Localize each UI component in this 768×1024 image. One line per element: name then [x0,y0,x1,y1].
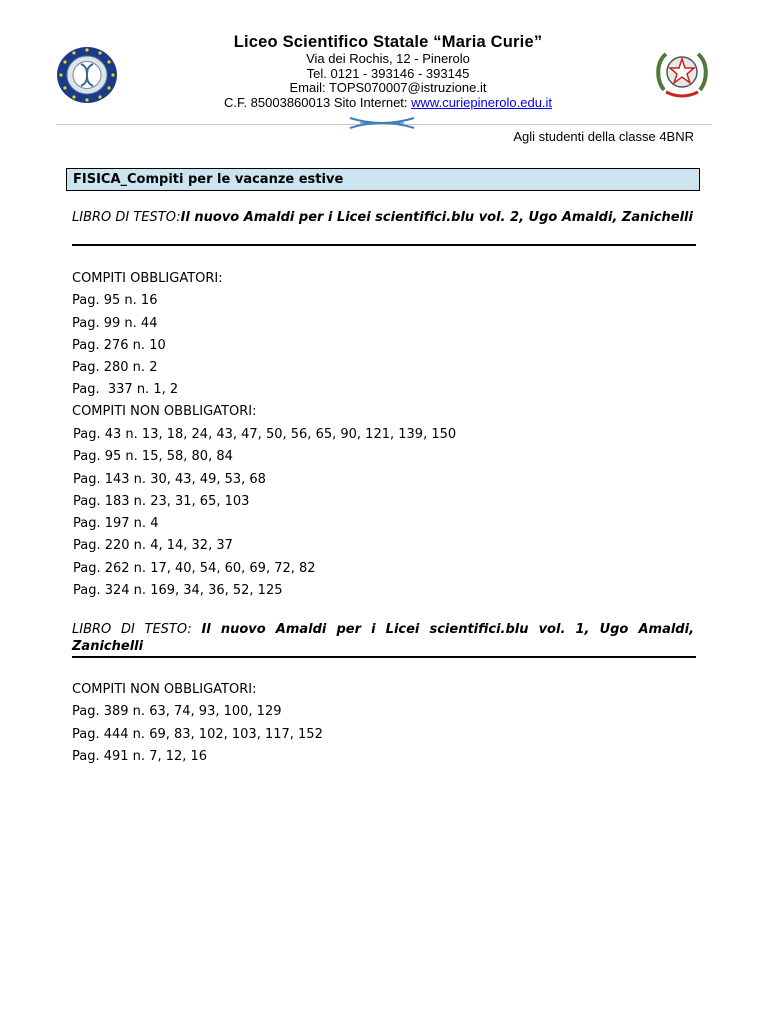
letterhead-text [150,32,626,110]
section-heading: COMPITI NON OBBLIGATORI: [72,682,257,697]
school-address: Via dei Rochis, 12 - Pinerolo [306,51,470,66]
list-item: Pag. 99 n. 44 [72,315,158,331]
school-website-link[interactable]: www.curiepinerolo.edu.it [411,94,553,110]
section-heading: COMPITI NON OBBLIGATORI: [72,404,257,419]
school-cf-line [150,96,626,111]
section-rule [72,244,696,246]
list-item: Pag. 444 n. 69, 83, 102, 103, 117, 152 [72,726,323,742]
optional-heading-block [72,401,256,423]
subject-title: FISICA_Compiti per le vacanze estive [73,172,344,187]
school-cf: C.F. 85003860013 Sito Internet: [223,94,412,110]
school-logo [56,46,118,104]
list-item: Pag. 491 n. 7, 12, 16 [72,748,208,764]
header-ornament [346,115,418,131]
list-item: Pag. 183 n. 23, 31, 65, 103 [73,493,250,509]
recipients-line: Agli studenti della classe 4BNR [513,129,694,144]
textbook-title: Il nuovo Amaldi per i Licei scientifici.blu vol. 1, Ugo Amaldi, Zanichelli [72,622,695,654]
list-item: Pag. 95 n. 15, 58, 80, 84 [73,449,233,465]
list-item: Pag. 276 n. 10 [72,337,166,353]
italian-emblem [654,46,710,102]
textbook-label: LIBRO DI TESTO: [72,210,181,225]
list-item: Pag. 143 n. 30, 43, 49, 53, 68 [73,471,266,487]
list-item: Pag. 197 n. 4 [73,516,159,531]
optional-assignments [72,424,456,602]
list-item: Pag. 280 n. 2 [72,360,158,375]
list-item: Pag. 43 n. 13, 18, 24, 43, 47, 50, 56, 65, 90, 121, 139, 150 [73,427,457,442]
textbook-title: Il nuovo Amaldi per i Licei scientifici.blu vol. 2, Ugo Amaldi, Zanichelli [180,210,693,225]
list-item: Pag. 95 n. 16 [72,293,158,309]
list-item: Pag. 389 n. 63, 74, 93, 100, 129 [72,704,282,720]
list-item: Pag. 324 n. 169, 34, 36, 52, 125 [73,582,283,598]
section-heading: COMPITI OBBLIGATORI: [72,271,223,286]
optional-assignments-vol1 [72,679,323,768]
mandatory-assignments [72,268,223,402]
school-phone: Tel. 0121 - 393146 - 393145 [306,65,470,81]
school-email: Email: TOPS070007@istruzione.it [289,80,487,95]
list-item: Pag. 337 n. 1, 2 [72,382,179,398]
textbook-reference [72,621,694,655]
textbook-label: LIBRO DI TESTO: [72,622,202,637]
list-item: Pag. 262 n. 17, 40, 54, 60, 69, 72, 82 [73,560,316,576]
subject-box [66,168,700,191]
section-rule [72,656,696,658]
list-item: Pag. 220 n. 4, 14, 32, 37 [73,538,233,554]
school-name: Liceo Scientifico Statale “Maria Curie” [233,33,543,51]
textbook-reference [72,209,694,226]
